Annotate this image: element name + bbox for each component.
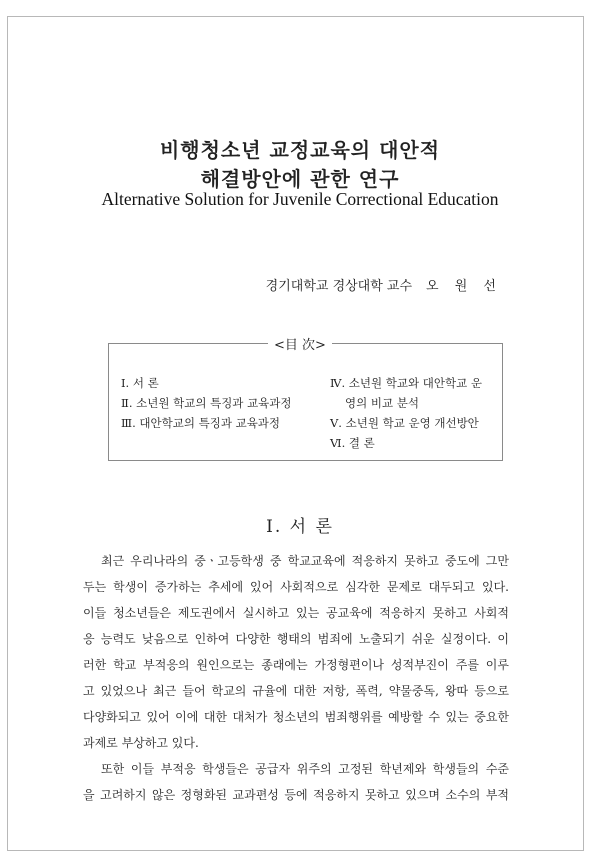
toc-item-6[interactable]: Ⅵ. 결 론	[330, 436, 375, 450]
title-english: Alternative Solution for Juvenile Correctional Education	[101, 189, 499, 209]
paragraph-line: 과제로 부상하고 있다.	[83, 736, 199, 750]
paragraph-line: 이들 청소년들은 제도권에서 실시하고 있는 공교육에 적응하지 못하고 사회적	[83, 606, 509, 620]
paragraph-line: 응 능력도 낮음으로 인하여 다양한 행태의 범죄에 노출되기 쉬운 실정이다. 이	[83, 632, 509, 646]
author-affiliation: 경기대학교 경상대학 교수	[265, 279, 413, 294]
section-heading: Ⅰ. 서 론	[266, 517, 334, 537]
toc-item-2[interactable]: Ⅱ. 소년원 학교의 특징과 교육과정	[121, 396, 292, 410]
title-korean-line-2: 해결방안에 관한 연구	[200, 167, 400, 191]
toc-item-1[interactable]: Ⅰ. 서 론	[121, 376, 159, 390]
toc-item-4[interactable]: Ⅳ. 소년원 학교와 대안학교 운	[330, 376, 482, 390]
toc-item-3[interactable]: Ⅲ. 대안학교의 특징과 교육과정	[121, 416, 281, 430]
toc-item-5[interactable]: Ⅴ. 소년원 학교 운영 개선방안	[330, 416, 479, 430]
paragraph-line: 을 고려하지 않은 정형화된 교과편성 등에 적응하지 못하고 있으며 소수의 부적	[83, 788, 509, 802]
paragraph-line: 두는 학생이 증가하는 추세에 있어 사회적으로 심각한 문제로 대두되고 있다.	[83, 580, 509, 594]
author-name: 오 원 선	[426, 279, 502, 294]
toc-heading-label: <目 次>	[268, 338, 332, 353]
paragraph-line: 최근 우리나라의 중ㆍ고등학생 중 학교교육에 적응하지 못하고 중도에 그만	[101, 554, 509, 568]
title-korean-line-1: 비행청소년 교정교육의 대안적	[159, 138, 441, 162]
paragraph-line: 다양화되고 있어 이에 대한 대처가 청소년의 범죄행위를 예방할 수 있는 중요한	[83, 710, 509, 724]
author-line	[266, 275, 502, 294]
paragraph-line: 또한 이들 부적응 학생들은 공급자 위주의 고정된 학년제와 학생들의 수준	[101, 762, 509, 776]
paragraph-line: 고 있었으나 최근 들어 학교의 규율에 대한 저항, 폭력, 약물중독, 왕따 등으로	[83, 684, 509, 698]
paragraph-line: 러한 학교 부적응의 원인으로는 종래에는 가정형편이나 성적부진이 주를 이루	[83, 658, 509, 672]
toc-heading	[0, 334, 600, 353]
toc-item-4-continued[interactable]: 영의 비교 분석	[345, 396, 419, 410]
